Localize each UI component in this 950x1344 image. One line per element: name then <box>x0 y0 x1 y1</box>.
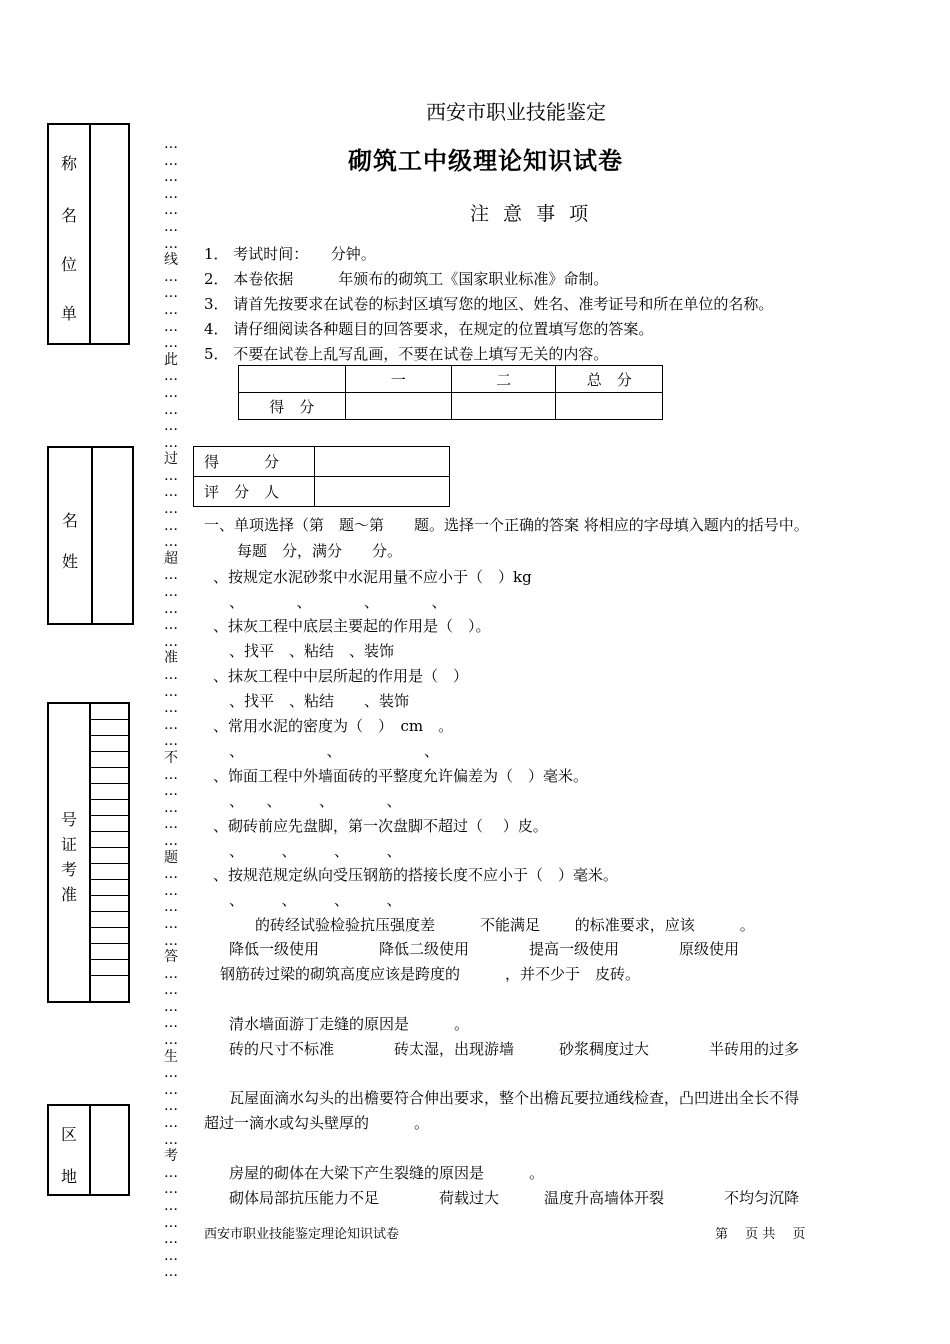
question-5-options: 、 、 、 、 <box>229 792 402 810</box>
question-12: 房屋的砌体在大梁下产生裂缝的原因是 。 <box>229 1164 545 1182</box>
seal-cut-line: … … … … … … … 线 … … … … … 此 … … … … … 过 … … … … … 超 … … … … … 准 … … … … … 不 … … … … … 题 … … … … … 答 … … … … … 生 … … … … … 考 … … … … … … … <box>164 136 178 1281</box>
notice-3: 3． 请首先按要求在试卷的标封区填写您的地区、姓名、准考证号和所在单位的名称。 <box>204 295 774 313</box>
question-7-options: 、 、 、 、 <box>229 891 402 909</box>
cut-char-question: 题 <box>164 849 178 866</box>
footer-left: 西安市职业技能鉴定理论知识试卷 <box>204 1227 400 1242</box>
region-char-1: 区 <box>61 1125 78 1144</box>
org-title: 西安市职业技能鉴定 <box>426 100 606 124</box>
cut-char-answer: 答 <box>164 949 178 966</box>
unit-char-4: 单 <box>61 304 78 323</box>
cut-char-not: 不 <box>164 749 178 766</box>
score-table <box>238 365 663 420</box>
question-8: 的砖经试验检验抗压强度差 不能满足 的标准要求，应该 。 <box>255 916 755 934</box>
notice-title: 注 意 事 项 <box>470 203 593 225</box>
question-5: 、饰面工程中外墙面砖的平整度允许偏差为（ ）毫米。 <box>213 767 589 785</box>
question-2-options: 、找平 、粘结 、装饰 <box>229 642 395 660</box>
question-10-options: 砖的尺寸不标准 砖太湿，出现游墙 砂浆稠度过大 半砖用的过多 <box>229 1040 800 1058</box>
score-part2-cell[interactable] <box>451 393 555 420</box>
notice-2: 2． 本卷依据 年颁布的砌筑工《国家职业标准》命制。 <box>204 270 609 288</box>
question-6: 、砌砖前应先盘脚，第一次盘脚不超过（ ）皮。 <box>213 817 548 835</box>
cut-char-cross: 过 <box>164 451 178 468</box>
ticket-char-4: 准 <box>61 885 78 904</box>
cut-char-line: 线 <box>164 252 178 269</box>
question-12-options: 砌体局部抗压能力不足 荷载过大 温度升高墙体开裂 不均匀沉降 <box>229 1189 800 1207</box>
cut-char-this: 此 <box>164 351 178 368</box>
cut-char-examinee: 考 <box>164 1148 178 1165</box>
grader-score-cell[interactable] <box>315 447 450 477</box>
grader-score-label: 得 分 <box>194 447 315 477</box>
ticket-digit-cells <box>89 704 128 1001</box>
question-7: 、按规范规定纵向受压钢筋的搭接长度不应小于（ ）毫米。 <box>213 866 619 884</box>
unit-box[interactable] <box>47 123 130 345</box>
question-1: 、按规定水泥砂浆中水泥用量不应小于（ ）kg <box>213 568 532 586</box>
grader-table <box>193 446 450 507</box>
question-4-options: 、 、 、 <box>229 742 440 760</box>
name-char-1: 名 <box>62 511 79 530</box>
question-11: 瓦屋面滴水勾头的出檐要符合伸出要求，整个出檐瓦要拉通线检查，凸凹进出全长不得 <box>229 1089 800 1107</box>
question-1-options: 、 、 、 、 <box>229 593 447 611</box>
unit-char-2: 名 <box>61 206 78 225</box>
question-3: 、抹灰工程中中层所起的作用是（ ） <box>213 667 469 685</box>
question-4: 、常用水泥的密度为（ ） cm 。 <box>213 717 454 735</box>
question-3-options: 、找平 、粘结 、装饰 <box>229 692 410 710</box>
score-header-part1: 一 <box>345 366 451 393</box>
score-row-label: 得 分 <box>239 393 346 420</box>
region-box[interactable] <box>47 1104 130 1196</box>
question-6-options: 、 、 、 、 <box>229 842 402 860</box>
question-9: 钢筋砖过梁的砌筑高度应该是跨度的 ，并不少于 皮砖。 <box>220 965 641 983</box>
score-part1-cell[interactable] <box>345 393 451 420</box>
region-char-2: 地 <box>61 1167 78 1186</box>
notice-1: 1． 考试时间： 分钟。 <box>204 245 376 263</box>
question-10: 清水墙面游丁走缝的原因是 。 <box>229 1015 470 1033</box>
question-8-options: 降低一级使用 降低二级使用 提高一级使用 原级使用 <box>229 940 740 958</box>
question-2: 、抹灰工程中底层主要起的作用是（ ）。 <box>213 617 491 635</box>
name-box[interactable] <box>47 446 134 625</box>
notice-4: 4． 请仔细阅读各种题目的回答要求，在规定的位置填写您的答案。 <box>204 320 654 338</box>
cut-char-allow: 准 <box>164 650 178 667</box>
grader-name-cell[interactable] <box>315 477 450 507</box>
ticket-char-3: 考 <box>61 860 78 879</box>
cut-char-student: 生 <box>164 1048 178 1065</box>
score-total-cell[interactable] <box>556 393 663 420</box>
ticket-char-1: 号 <box>61 810 78 829</box>
grader-name-label: 评 分 人 <box>194 477 315 507</box>
section1-subtitle: 每题 分，满分 分。 <box>237 542 403 560</box>
section1-title: 一、单项选择（第 题～第 题。选择一个正确的答案 将相应的字母填入题内的括号中。 <box>204 516 809 534</box>
question-11-cont: 超过一滴水或勾头壁厚的 。 <box>204 1114 430 1132</box>
score-header-total: 总 分 <box>556 366 663 393</box>
name-char-2: 姓 <box>62 552 79 571</box>
footer-right: 第 页 共 页 <box>715 1227 806 1242</box>
ticket-char-2: 证 <box>61 835 78 854</box>
unit-char-3: 位 <box>61 255 78 274</box>
exam-title: 砌筑工中级理论知识试卷 <box>348 147 623 175</box>
score-header-part2: 二 <box>451 366 555 393</box>
cut-char-exceed: 超 <box>164 550 178 567</box>
score-header-blank <box>239 366 346 393</box>
ticket-number-box[interactable] <box>47 702 130 1003</box>
unit-char-1: 称 <box>61 154 78 173</box>
notice-5: 5． 不要在试卷上乱写乱画，不要在试卷上填写无关的内容。 <box>204 345 609 363</box>
